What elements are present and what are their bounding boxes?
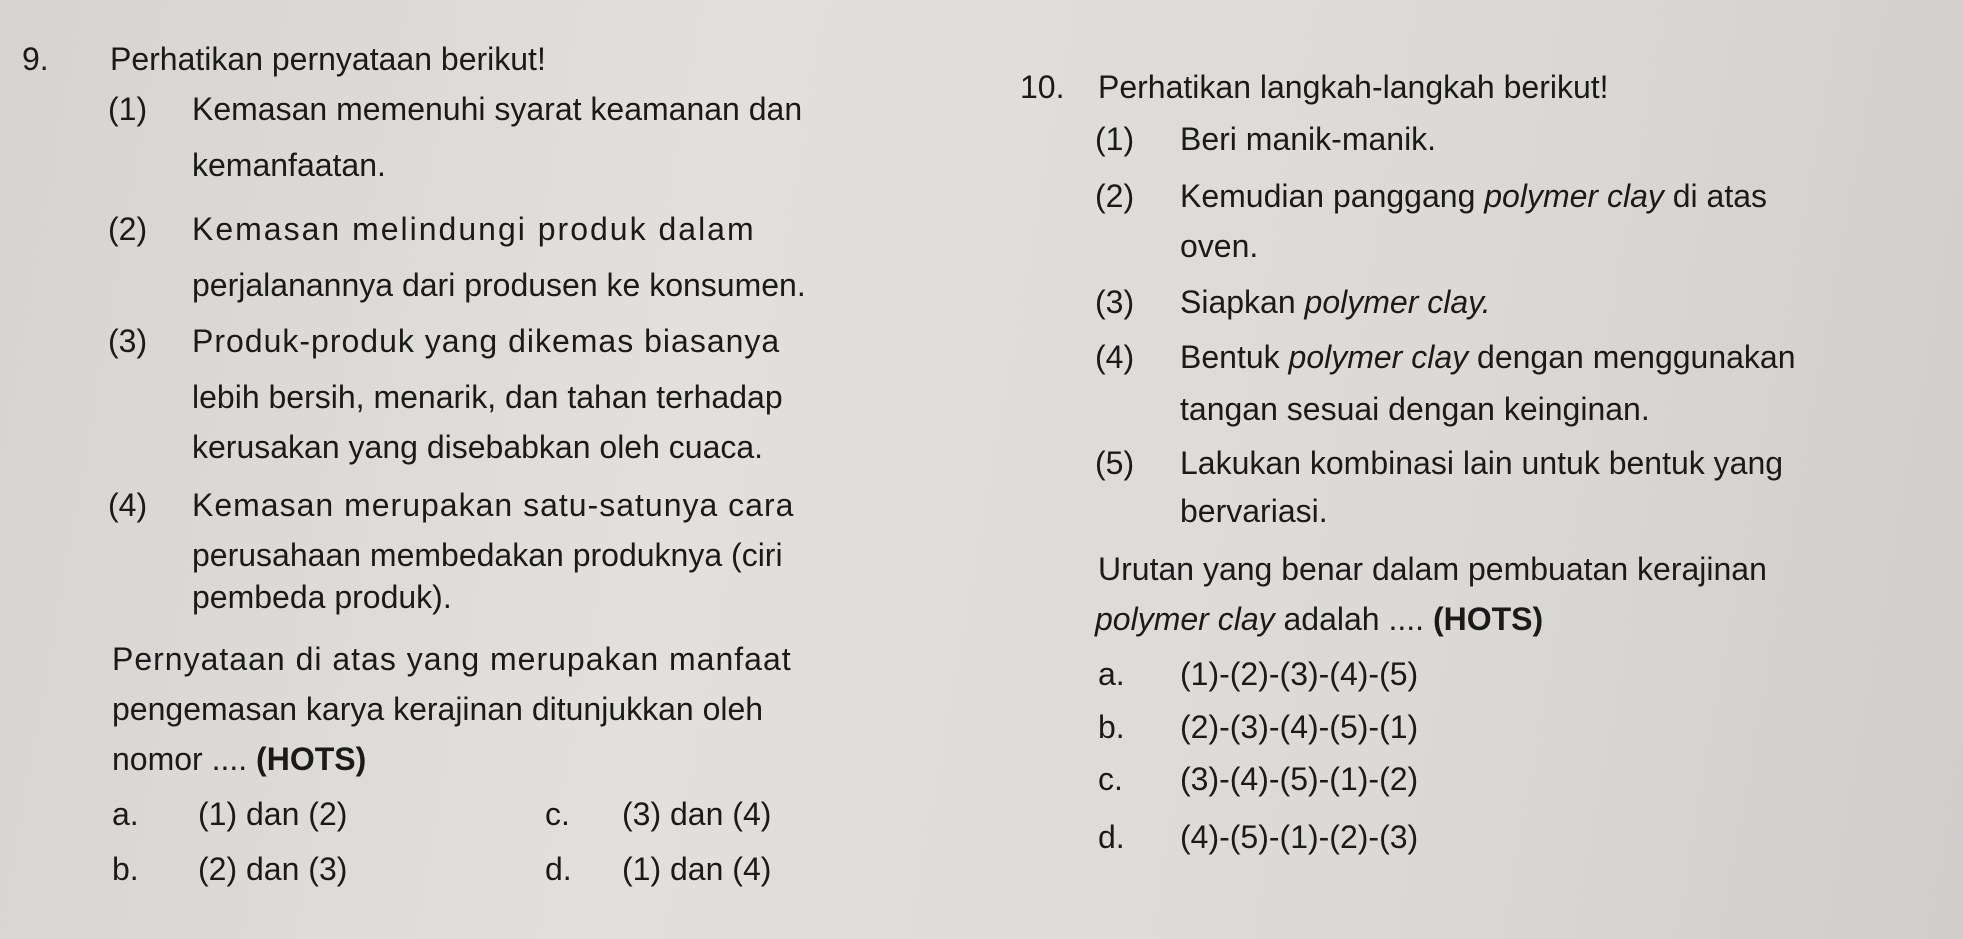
statement-2-number: (2): [108, 211, 148, 247]
statement-4-line-1: Kemasan merupakan satu-satunya cara: [192, 487, 795, 523]
question-10-option-b-text[interactable]: (2)-(3)-(4)-(5)-(1): [1180, 709, 1419, 745]
step-4-text-after: dengan menggunakan: [1468, 339, 1796, 375]
statement-4-line-3: pembeda produk).: [192, 579, 452, 615]
question-9-stem-text: nomor ....: [112, 741, 248, 777]
statement-3-line-3: kerusakan yang disebabkan oleh cuaca.: [192, 429, 764, 465]
question-10-option-a-letter: a.: [1098, 656, 1125, 692]
statement-2-line-2: perjalanannya dari produsen ke konsumen.: [192, 267, 806, 303]
question-9-number: 9.: [22, 41, 49, 77]
statement-1-line-1: Kemasan memenuhi syarat keamanan dan: [192, 91, 803, 127]
step-3-text-italic: polymer clay.: [1304, 284, 1491, 320]
question-10-stem-italic: polymer clay: [1095, 601, 1275, 637]
statement-3-line-1: Produk-produk yang dikemas biasanya: [192, 323, 781, 359]
statement-4-number: (4): [108, 487, 148, 523]
question-10-stem-line-2: [1095, 600, 1543, 638]
step-4-text-before: Bentuk: [1180, 339, 1289, 375]
step-4-number: (4): [1095, 339, 1135, 375]
question-9-option-a-letter: a.: [112, 796, 139, 832]
question-10-hots-tag: (HOTS): [1432, 601, 1544, 637]
question-9-stem-line-3: [112, 740, 366, 778]
question-9-option-b-letter: b.: [112, 851, 139, 887]
step-5-line-1: Lakukan kombinasi lain untuk bentuk yang: [1180, 445, 1784, 481]
step-1-number: (1): [1095, 121, 1135, 157]
question-10-prompt: Perhatikan langkah-langkah berikut!: [1098, 69, 1609, 105]
statement-1-line-2: kemanfaatan.: [192, 147, 386, 183]
step-4-line-2: tangan sesuai dengan keinginan.: [1180, 391, 1650, 427]
question-9-option-c-letter: c.: [545, 796, 570, 832]
statement-3-line-2: lebih bersih, menarik, dan tahan terhadap: [192, 379, 783, 415]
step-2-text-before: Kemudian panggang: [1180, 178, 1485, 214]
step-1-text: Beri manik-manik.: [1180, 121, 1437, 157]
step-5-line-2: bervariasi.: [1180, 493, 1328, 529]
step-2-line-2: oven.: [1180, 228, 1259, 264]
statement-2-line-1: Kemasan melindungi produk dalam: [192, 211, 756, 247]
question-9-option-b-text[interactable]: (2) dan (3): [198, 851, 348, 887]
question-9-stem-line-2: pengemasan karya kerajinan ditunjukkan oleh: [112, 691, 764, 727]
question-10-stem-after: adalah ....: [1274, 601, 1433, 637]
statement-4-line-2: perusahaan membedakan produknya (ciri: [192, 537, 783, 573]
question-9-option-d-text[interactable]: (1) dan (4): [622, 851, 772, 887]
question-10-stem-line-1: Urutan yang benar dalam pembuatan kerajinan: [1098, 551, 1767, 587]
step-2-text-italic: polymer clay: [1484, 178, 1664, 214]
question-9-stem-line-1: Pernyataan di atas yang merupakan manfaat: [112, 641, 792, 677]
step-2-text-after: di atas: [1663, 178, 1768, 214]
step-4-text-italic: polymer clay: [1288, 339, 1469, 375]
question-9-option-c-text[interactable]: (3) dan (4): [622, 796, 772, 832]
step-3-text-before: Siapkan: [1180, 284, 1305, 320]
question-10-option-d-text[interactable]: (4)-(5)-(1)-(2)-(3): [1180, 819, 1419, 855]
question-9-hots-tag: (HOTS): [256, 741, 367, 777]
question-10-option-a-text[interactable]: (1)-(2)-(3)-(4)-(5): [1180, 656, 1419, 692]
question-9-option-a-text[interactable]: (1) dan (2): [198, 796, 348, 832]
question-9-option-d-letter: d.: [545, 851, 572, 887]
step-2-line-1: [1180, 177, 1767, 215]
question-10-option-b-letter: b.: [1098, 709, 1125, 745]
step-2-number: (2): [1095, 178, 1135, 214]
statement-3-number: (3): [108, 323, 148, 359]
question-10-number: 10.: [1020, 69, 1065, 105]
step-3-number: (3): [1095, 284, 1135, 320]
question-10-option-c-text[interactable]: (3)-(4)-(5)-(1)-(2): [1180, 761, 1419, 797]
question-10-option-d-letter: d.: [1098, 819, 1125, 855]
step-5-number: (5): [1095, 445, 1135, 481]
question-9-prompt: Perhatikan pernyataan berikut!: [110, 41, 546, 77]
step-4-line-1: [1180, 338, 1796, 376]
question-10-option-c-letter: c.: [1098, 761, 1123, 797]
statement-1-number: (1): [108, 91, 148, 127]
step-3-line-1: [1180, 283, 1491, 321]
